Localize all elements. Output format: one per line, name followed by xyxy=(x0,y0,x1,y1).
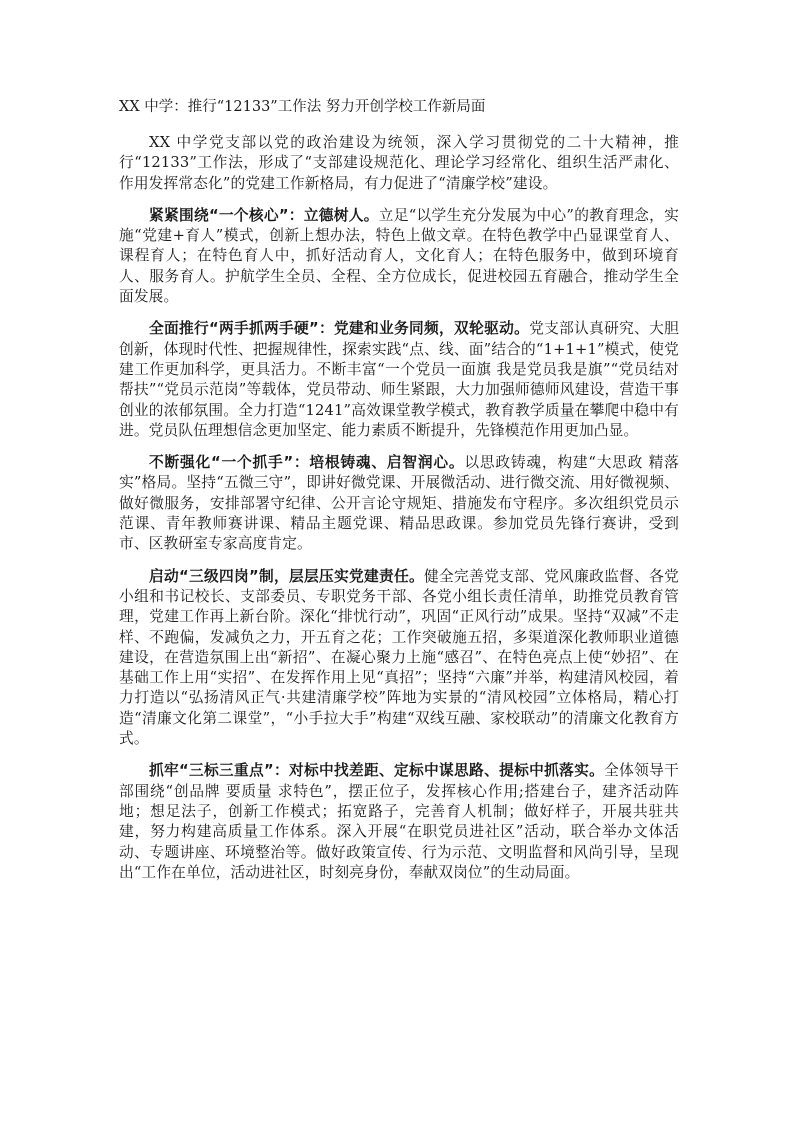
paragraph-text: 以思政铸魂，构建“大思政 精落实”格局。坚持“五微三守”，即讲好微党课、开展微活动、进行微交流、用好微视频、做好微服务，安排部署守纪律、公开言论守规矩、措施发布守程序。多次组织党员示范课、青年教师赛讲课、精品主题党课、精品思政课。参加党员先锋行赛讲，受到市、区教研室专家高度肯定。 xyxy=(119,454,679,553)
paragraph-text: 立足“以学生充分发展为中心”的教育理念，实施“党建+育人”模式，创新上想办法，特色上做文章。在特色教学中凸显课堂育人、课程育人；在特色育人中，抓好活动育人，文化育人；在特色服务中，做到环境育人、服务育人。护航学生全员、全程、全方位成长，促进校园五育融合，推动学生全面发展。 xyxy=(119,206,679,306)
paragraph-three-standards xyxy=(119,761,679,883)
document-title: XX 中学：推行“12133”工作法 努力开创学校工作新局面 xyxy=(119,99,486,115)
paragraph-lead: 抓牢“三标三重点”：对标中找差距、定标中谋思路、提标中抓落实。 xyxy=(149,762,605,780)
paragraph-text: 党支部认真研究、大胆创新，体现时代性、把握规律性，探索实践“点、线、面”结合的“1+1+1”模式，使党建工作更加科学，更具活力。不断丰富“一个党员一面旗 我是党员我是旗”“党员结对帮扶”“党员示范岗”等载体，党员带动、师生紧跟，大力加强师德师风建设，营造干事创业的浓郁氛围。全力打造“1241”高效课堂教学模式，教育教学质量在攀爬中稳中有进。党员队伍理想信念更加坚定、能力素质不断提升，先锋模范作用更加凸显。 xyxy=(119,320,679,439)
paragraph-text: XX 中学党支部以党的政治建设为统领，深入学习贯彻党的二十大精神，推行“12133”工作法，形成了“支部建设规范化、理论学习经常化、组织生活严肃化、作用发挥常态化”的党建工作新格局，有力促进了“清廉学校”建设。 xyxy=(119,134,679,192)
paragraph-lead: 不断强化“一个抓手”：培根铸魂、启智润心。 xyxy=(149,454,465,472)
paragraph-text: 健全完善党支部、党风廉政监督、各党小组和书记校长、支部委员、专职党务干部、各党小组长责任清单，助推党员教育管理，党建工作再上新台阶。深化“排忧行动”，巩固“正风行动”成果。坚持“双减”不走样、不跑偏，发减负之力，开五育之花；工作突破施五招，多渠道深化教师职业道德建设，在营造氛围上出“新招”、在凝心聚力上施“感召”、在特色亮点上使“妙招”、在基础工作上用“实招”、在发挥作用上见“真招”；坚持“六廉”并举，构建清风校园，着力打造以“弘扬清风正气·共建清廉学校”阵地为实景的“清风校园”立体格局，精心打造“清廉文化第二课堂”，“小手拉大手”构建“双线互融、家校联动”的清廉文化教育方式。 xyxy=(119,567,679,748)
document-body xyxy=(119,133,679,895)
paragraph-lead: 紧紧围绕“一个核心”：立德树人。 xyxy=(149,206,379,224)
paragraph-core xyxy=(119,206,679,307)
paragraph-three-levels xyxy=(119,567,679,750)
paragraph-lead: 启动“三级四岗”制，层层压实党建责任。 xyxy=(149,567,425,585)
paragraph-one-grip xyxy=(119,453,679,554)
paragraph-lead: 全面推行“两手抓两手硬”：党建和业务同频，双轮驱动。 xyxy=(149,320,530,338)
paragraph-two-hands xyxy=(119,319,679,441)
paragraph-intro xyxy=(119,133,679,194)
paragraph-text: 全体领导干部围绕“创品牌 要质量 求特色”，摆正位子，发挥核心作用;搭建台子，建齐活动阵地；想足法子，创新工作模式；拓宽路子，完善育人机制；做好样子，开展共驻共建，努力构建高质量工作体系。深入开展“在职党员进社区”活动，联合举办文体活动、专题讲座、环境整治等。做好政策宣传、行为示范、文明监督和风尚引导，呈现出“工作在单位，活动进社区，时刻亮身份，奉献双岗位”的生动局面。 xyxy=(119,762,679,881)
